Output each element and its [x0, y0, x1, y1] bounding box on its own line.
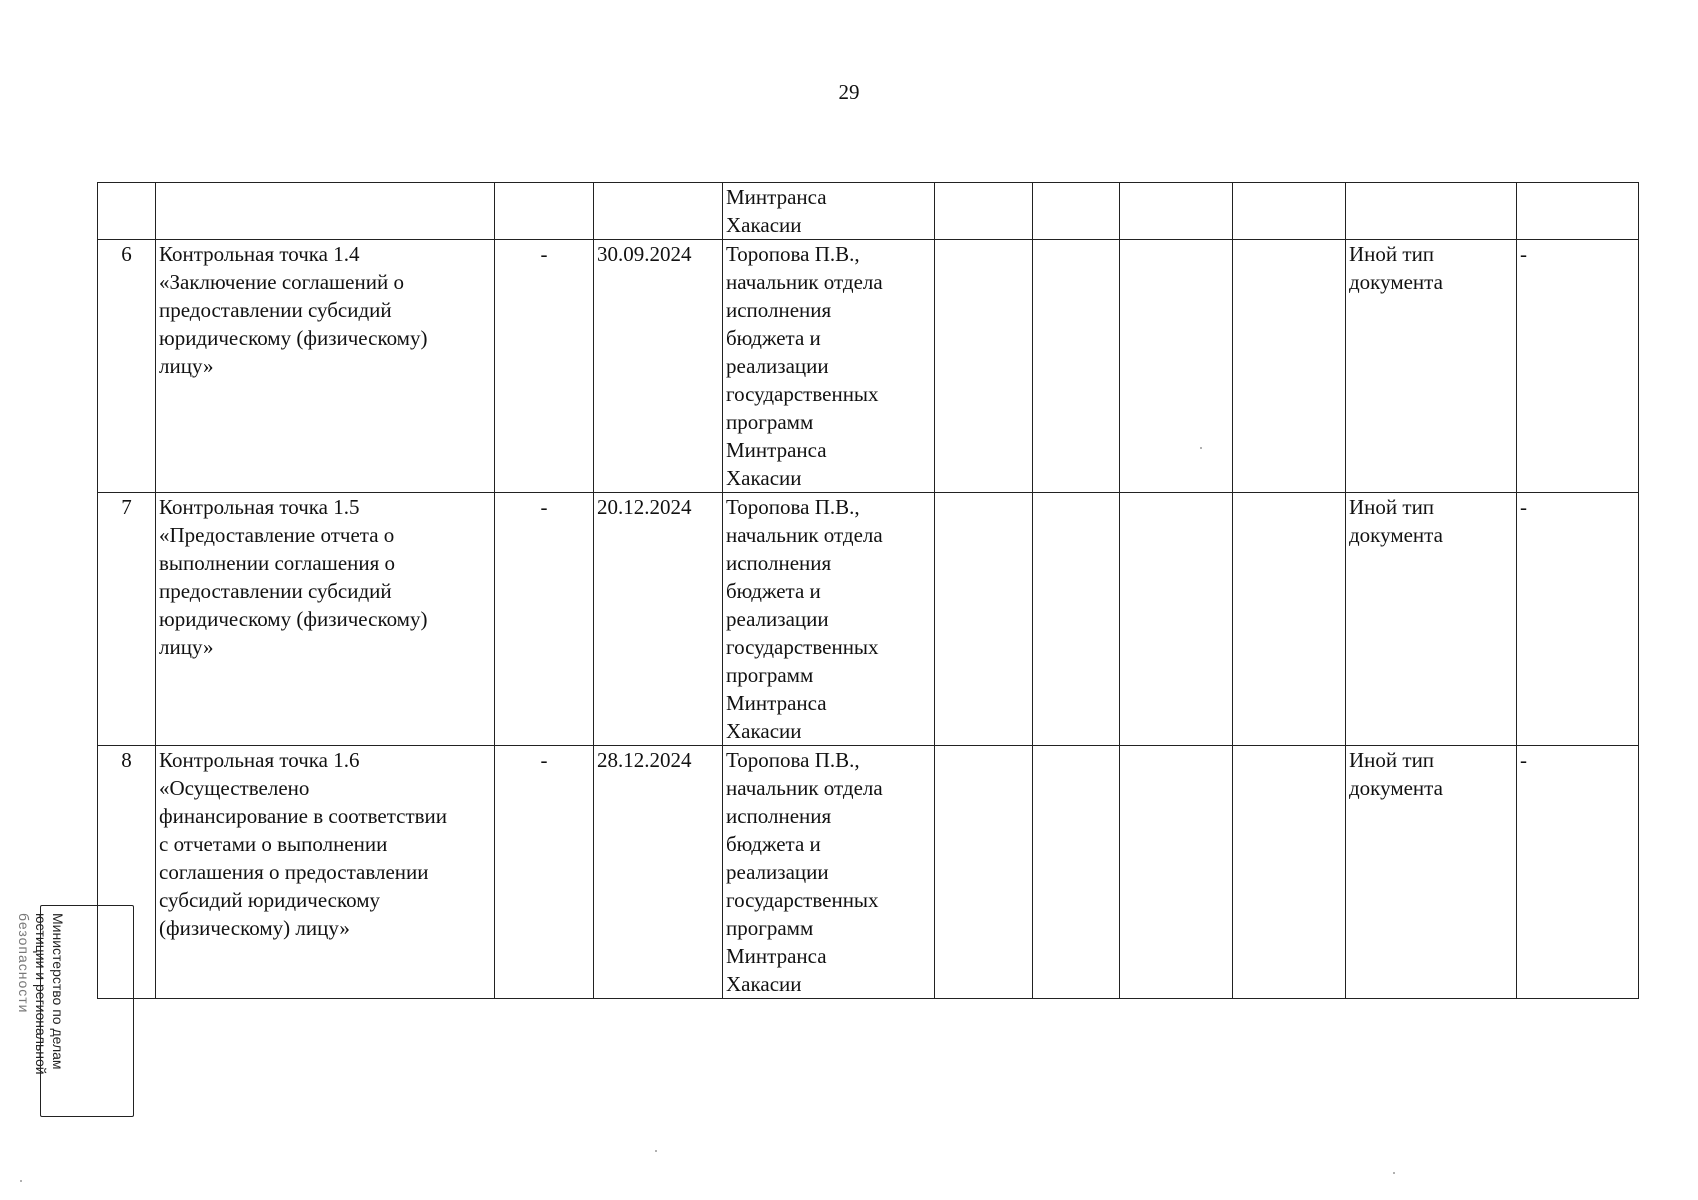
- responsible-person: Торопова П.В., начальник отдела исполнения бюджета и реализации государственных программ Минтранса Хакасии: [723, 746, 935, 999]
- row-number: 7: [98, 493, 156, 746]
- document-type: [1346, 183, 1517, 240]
- registration-stamp-text: [15, 913, 66, 1075]
- scan-speck: [1393, 1172, 1395, 1174]
- stamp-line-3: безопасности: [16, 913, 32, 1014]
- dash-cell: [495, 183, 594, 240]
- result-dash: -: [1517, 746, 1639, 999]
- empty-cell: [1120, 746, 1233, 999]
- document-type: Иной тип документа: [1346, 493, 1517, 746]
- empty-cell: [1120, 240, 1233, 493]
- empty-cell: [1033, 183, 1120, 240]
- responsible-person: Торопова П.В., начальник отдела исполнения бюджета и реализации государственных программ Минтранса Хакасии: [723, 240, 935, 493]
- scan-speck: [655, 1150, 657, 1152]
- empty-cell: [935, 183, 1033, 240]
- control-point-name: [156, 183, 495, 240]
- stamp-line-1: Министерство по делам: [50, 913, 66, 1070]
- empty-cell: [935, 746, 1033, 999]
- control-point-name: Контрольная точка 1.5 «Предоставление отчета о выполнении соглашения о предоставлении субсидий юридическому (физическому) лицу»: [156, 493, 495, 746]
- empty-cell: [1033, 493, 1120, 746]
- control-point-name: Контрольная точка 1.4 «Заключение соглашений о предоставлении субсидий юридическому (физическому) лицу»: [156, 240, 495, 493]
- deadline-date: 28.12.2024: [594, 746, 723, 999]
- deadline-date: 20.12.2024: [594, 493, 723, 746]
- row-number: 6: [98, 240, 156, 493]
- result-dash: [1517, 183, 1639, 240]
- responsible-person: Минтранса Хакасии: [723, 183, 935, 240]
- control-point-name: Контрольная точка 1.6 «Осуществелено финансирование в соответствии с отчетами о выполнении соглашения о предоставлении субсидий юридическому (физическому) лицу»: [156, 746, 495, 999]
- scan-speck: [1200, 447, 1202, 449]
- empty-cell: [1233, 746, 1346, 999]
- empty-cell: [935, 493, 1033, 746]
- empty-cell: [1233, 493, 1346, 746]
- dash-cell: -: [495, 240, 594, 493]
- responsible-person: Торопова П.В., начальник отдела исполнения бюджета и реализации государственных программ Минтранса Хакасии: [723, 493, 935, 746]
- empty-cell: [935, 240, 1033, 493]
- dash-cell: -: [495, 746, 594, 999]
- row-number: 8: [98, 746, 156, 999]
- deadline-date: 30.09.2024: [594, 240, 723, 493]
- table-row: [98, 746, 1639, 999]
- table-row: [98, 493, 1639, 746]
- empty-cell: [1033, 746, 1120, 999]
- table-row: [98, 240, 1639, 493]
- stamp-line-2: юстиции и региональной: [33, 913, 49, 1075]
- result-dash: -: [1517, 493, 1639, 746]
- control-points-table: [97, 182, 1639, 999]
- empty-cell: [1120, 493, 1233, 746]
- page-number: 29: [838, 80, 860, 104]
- deadline-date: [594, 183, 723, 240]
- empty-cell: [1120, 183, 1233, 240]
- empty-cell: [1233, 183, 1346, 240]
- row-number: [98, 183, 156, 240]
- document-type: Иной тип документа: [1346, 746, 1517, 999]
- dash-cell: -: [495, 493, 594, 746]
- result-dash: -: [1517, 240, 1639, 493]
- document-type: Иной тип документа: [1346, 240, 1517, 493]
- empty-cell: [1233, 240, 1346, 493]
- empty-cell: [1033, 240, 1120, 493]
- table-row: [98, 183, 1639, 240]
- scan-speck: [20, 1180, 22, 1182]
